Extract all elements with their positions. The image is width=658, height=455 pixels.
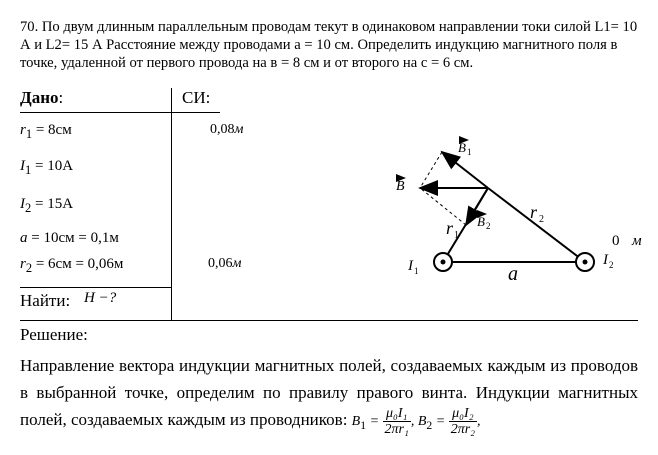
svg-text:2: 2 bbox=[539, 214, 544, 225]
svg-text:1: 1 bbox=[467, 147, 472, 157]
svg-text:r: r bbox=[530, 202, 538, 222]
given-divider-find bbox=[20, 287, 171, 288]
svg-text:1: 1 bbox=[454, 230, 459, 241]
label-zero: 0 bbox=[612, 233, 620, 249]
given-i1: $I_1 = 10A$ bbox=[20, 158, 74, 177]
formula-b2: $B_2$ = $\frac{\text{μ₀I₂}}{\text{2πr₂}}$ , bbox=[417, 406, 481, 438]
label-r1 bbox=[446, 218, 459, 241]
si-header: СИ: bbox=[182, 88, 211, 107]
problem-statement: 70. По двум длинным параллельным проводам текут в одинаковом направлении токи силой L1= 10 А и L2= 15 А Расстояние между проводами a = 10 см. Определить индукцию магнитного поля в точке, удаленной от первого провода на в = 8 см и от второго на с = 6 см. bbox=[20, 19, 638, 71]
label-b1 bbox=[458, 140, 472, 157]
given-divider-top bbox=[20, 112, 220, 113]
svg-text:2: 2 bbox=[609, 260, 614, 270]
given-divider-vertical bbox=[171, 88, 172, 320]
label-a: a bbox=[508, 263, 518, 285]
given-a: a = 10см = 0,1м bbox=[20, 230, 119, 246]
find-value: H −? bbox=[84, 290, 117, 306]
find-label: Найти: bbox=[20, 291, 71, 310]
svg-text:I: I bbox=[408, 258, 413, 274]
label-i1 bbox=[407, 258, 419, 276]
svg-text:1: 1 bbox=[414, 266, 419, 276]
given-r2: $r_2 = 6см = 0,06м$ bbox=[20, 256, 124, 275]
label-b bbox=[396, 178, 405, 194]
svg-text:I: I bbox=[603, 252, 608, 268]
given-header: Дано: bbox=[20, 88, 64, 107]
vector-b1 bbox=[442, 152, 488, 188]
label-b2 bbox=[477, 214, 491, 231]
label-r2 bbox=[530, 202, 544, 225]
si-value-r2: 0,06м bbox=[208, 256, 242, 271]
formula-b1: $B_1$ = $\frac{\text{μ₀I₁}}{\text{2πr₁}}$ , bbox=[351, 406, 418, 438]
solution-text: Направление вектора индукции магнитных полей, создаваемых каждым из проводов в выбранной точке, определим по правилу правого винта. Индукции магнитных полей, создаваемых каждым из проводников: $B_1$ = $\frac{\text{μ₀I₁}}{\text{2πr₁}}$ , $B_2$ = $\frac{\text{μ₀I₂}}{\text{2πr₂}}$ , bbox=[20, 356, 638, 438]
solution-header: Решение: bbox=[20, 325, 88, 344]
solution-divider bbox=[20, 320, 638, 321]
si-value-r1: 0,08м bbox=[210, 122, 244, 137]
label-unit-m: м bbox=[632, 233, 642, 249]
svg-text:r: r bbox=[446, 218, 454, 238]
given-i2: $I_2 = 15A$ bbox=[20, 196, 74, 215]
label-i2 bbox=[602, 252, 614, 270]
given-r1: $r_1 = 8см$ bbox=[20, 122, 72, 141]
svg-text:B: B bbox=[396, 179, 405, 194]
svg-text:B: B bbox=[458, 140, 466, 155]
svg-text:2: 2 bbox=[486, 221, 491, 231]
field-diagram bbox=[380, 130, 655, 285]
svg-text:B: B bbox=[477, 214, 485, 229]
side-r2 bbox=[488, 188, 585, 262]
